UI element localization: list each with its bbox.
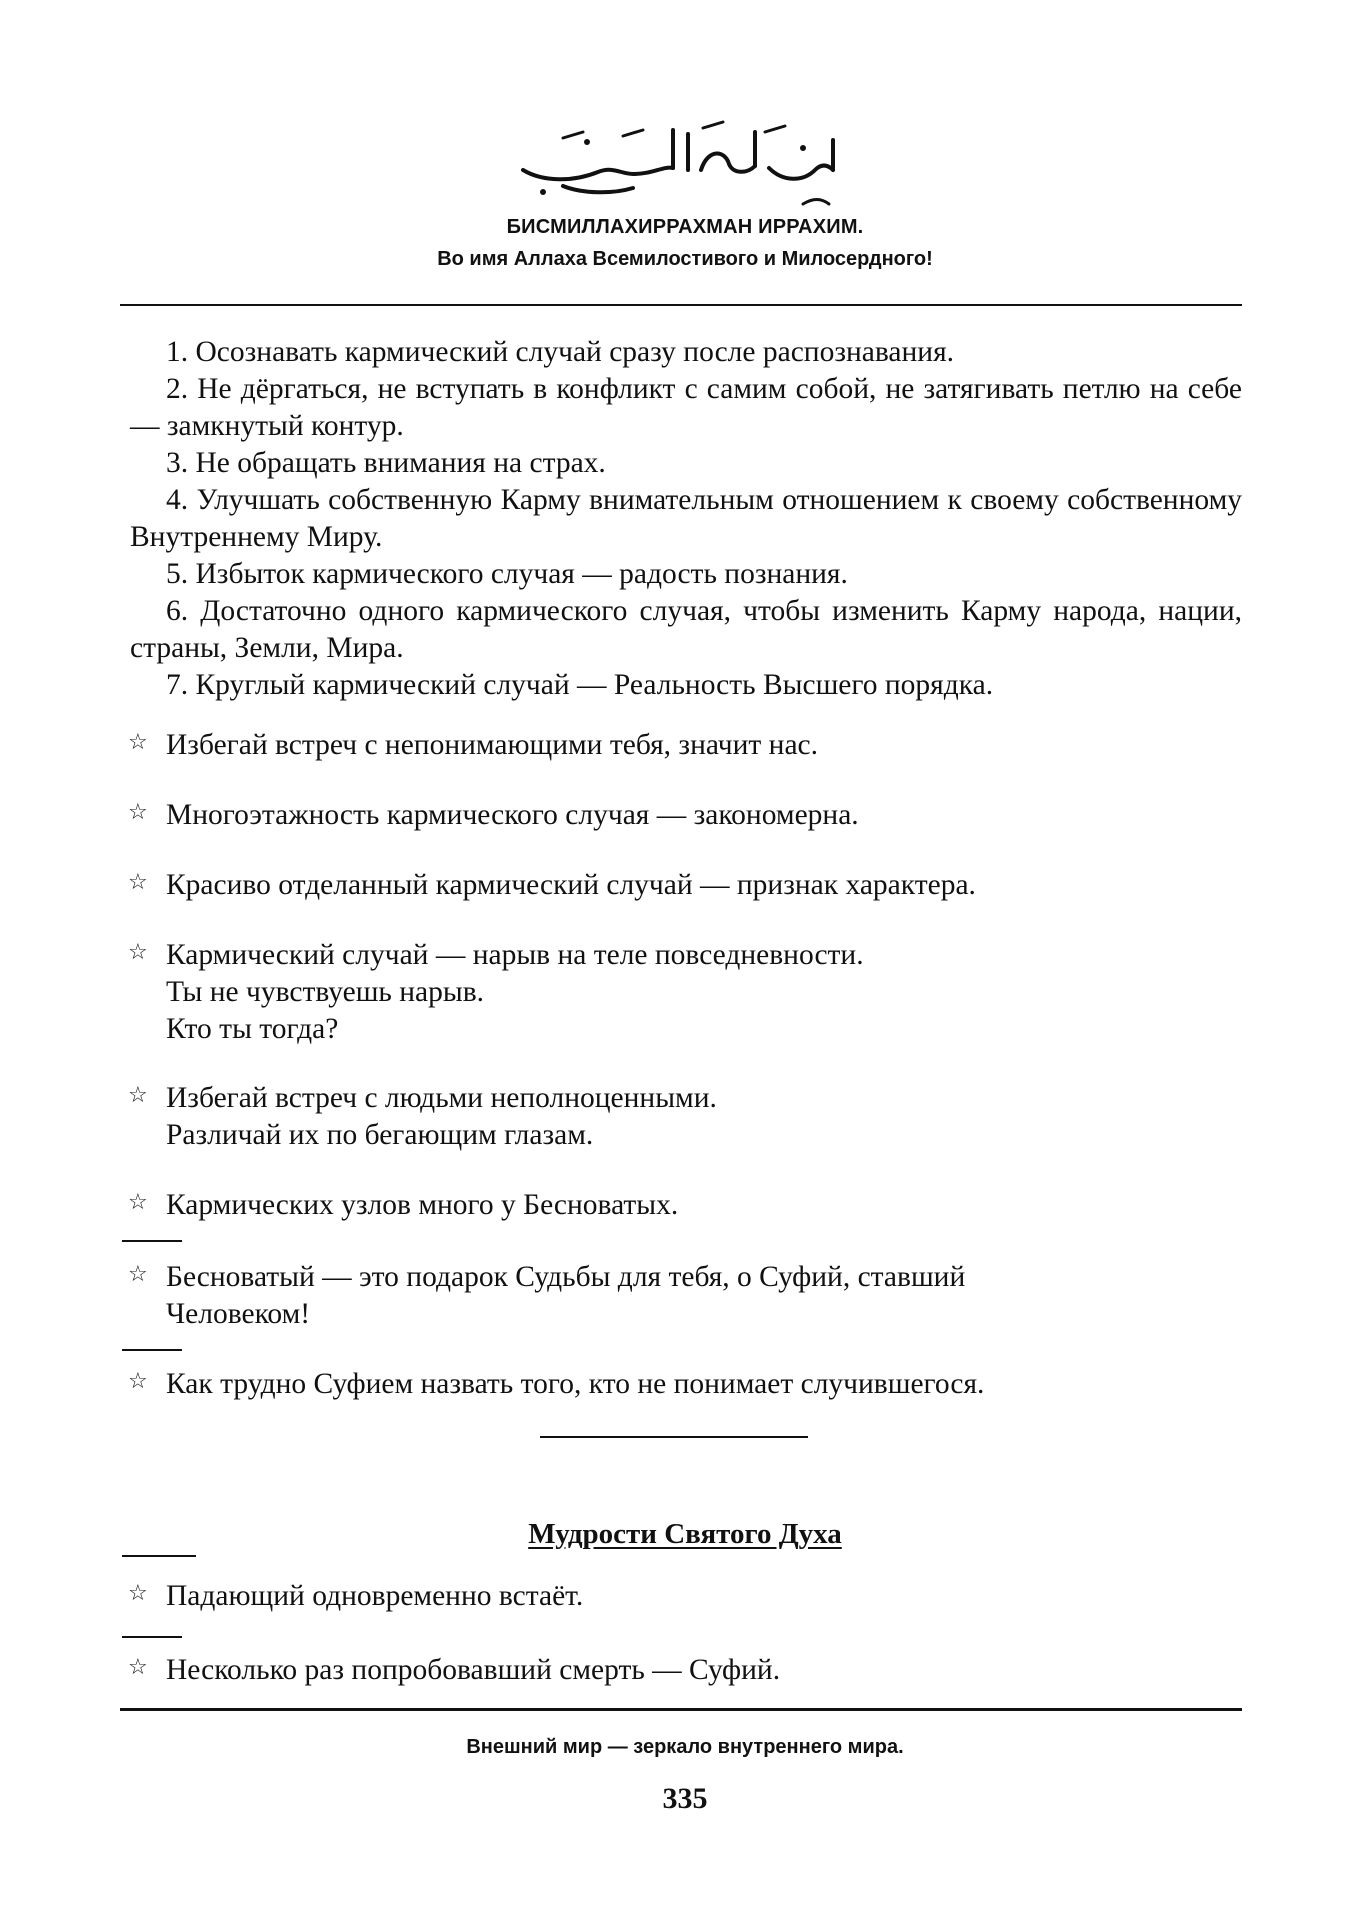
page-number: 335: [662, 1782, 708, 1815]
numbered-list: [130, 334, 1242, 704]
list-item: 6. Достаточно одного кармического случая, чтобы изменить Карму народа, нации, страны, Земли, Мира.: [130, 595, 1242, 664]
aphorism-line: Многоэтажность кармического случая — закономерна.: [166, 799, 859, 831]
star-icon: ☆: [128, 1655, 148, 1680]
aphorism-line: Кармических узлов много у Бесноватых.: [166, 1189, 679, 1221]
short-rule: [122, 1240, 182, 1242]
aphorism-line: Кто ты тогда?: [166, 1013, 339, 1045]
star-icon: ☆: [128, 1190, 148, 1215]
list-item: 1. Осознавать кармический случай сразу после распознавания.: [166, 336, 955, 368]
short-rule: [122, 1636, 182, 1638]
list-item: 2. Не дёргаться, не вступать в конфликт с самим собой, не затягивать петлю на себе — замкнутый контур.: [130, 373, 1242, 442]
bismillah-calligraphy: [0, 108, 1366, 208]
aphorism-line: Человеком!: [166, 1298, 311, 1330]
footer-rule: [120, 1708, 1242, 1711]
aphorism-line: Красиво отделанный кармический случай — признак характера.: [166, 869, 976, 901]
aphorism-line: Различай их по бегающим глазам.: [166, 1119, 594, 1151]
aphorism-line: Как трудно Суфием назвать того, кто не понимает случившегося.: [166, 1368, 985, 1400]
aphorism: [128, 867, 1188, 904]
star-icon: ☆: [128, 940, 148, 965]
aphorism-line: Ты не чувствуешь нарыв.: [166, 976, 485, 1008]
aphorism: [128, 937, 1188, 1048]
aphorism-line: Кармический случай — нарыв на теле повседневности.: [166, 939, 864, 971]
aphorism: [128, 1652, 1188, 1689]
center-rule: [540, 1436, 808, 1438]
header-rule: [120, 304, 1242, 306]
aphorism: [128, 1259, 1188, 1333]
aphorism: [128, 1366, 1188, 1403]
aphorism-line: Избегай встреч с людьми неполноценными.: [166, 1082, 717, 1114]
short-rule: [122, 1555, 196, 1557]
bismillah-translation: Во имя Аллаха Всемилостивого и Милосердного!: [437, 248, 933, 270]
aphorism: [128, 1080, 1188, 1154]
aphorism-line: Избегай встреч с непонимающими тебя, значит нас.: [166, 729, 819, 761]
aphorism: [128, 797, 1188, 834]
star-icon: ☆: [128, 800, 148, 825]
star-icon: ☆: [128, 870, 148, 895]
star-icon: ☆: [128, 1083, 148, 1108]
short-rule: [122, 1349, 182, 1351]
aphorism-line: Бесноватый — это подарок Судьбы для тебя, о Суфий, ставший: [166, 1261, 966, 1293]
aphorism: [128, 727, 1188, 764]
star-icon: ☆: [128, 1581, 148, 1606]
aphorism: [128, 1187, 1188, 1224]
aphorism: [128, 1578, 1188, 1615]
star-icon: ☆: [128, 1262, 148, 1287]
list-item: 3. Не обращать внимания на страх.: [166, 447, 606, 479]
running-footer: Внешний мир — зеркало внутреннего мира.: [466, 1736, 904, 1758]
section-title: Мудрости Святого Духа: [528, 1518, 842, 1550]
star-icon: ☆: [128, 730, 148, 755]
aphorism-line: Падающий одновременно встаёт.: [166, 1580, 584, 1612]
list-item: 5. Избыток кармического случая — радость познания.: [166, 558, 848, 590]
bismillah-transliteration: БИСМИЛЛАХИРРАХМАН ИРРАХИМ.: [506, 216, 864, 238]
star-icon: ☆: [128, 1369, 148, 1394]
list-item: 4. Улучшать собственную Карму внимательным отношением к своему собственному Внутреннему Миру.: [130, 484, 1242, 553]
list-item: 7. Круглый кармический случай — Реальность Высшего порядка.: [166, 669, 994, 701]
aphorism-line: Несколько раз попробовавший смерть — Суфий.: [166, 1654, 781, 1686]
